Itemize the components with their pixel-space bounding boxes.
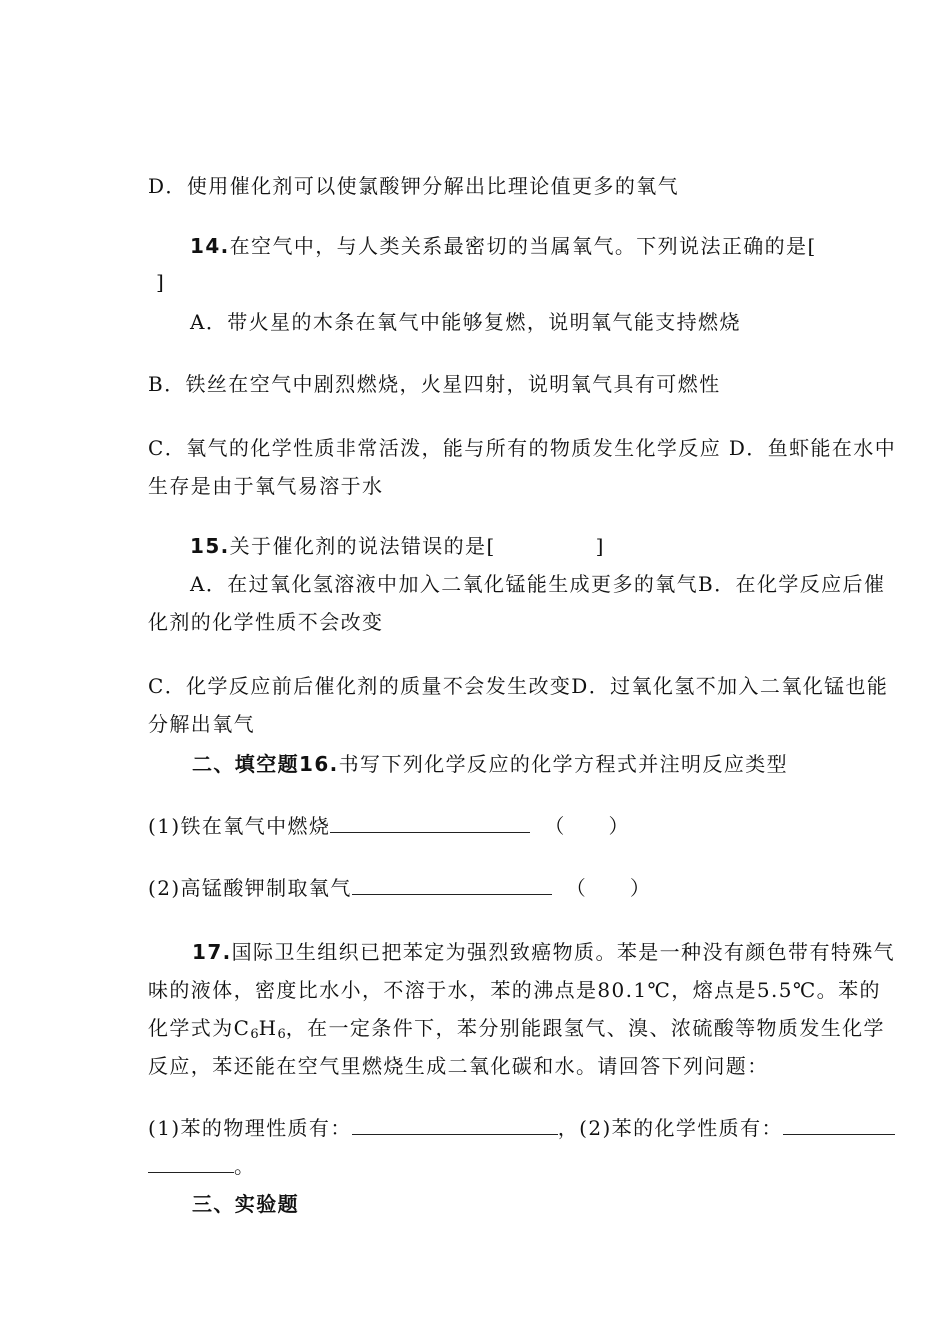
- section-3-heading: 三、实验题: [192, 1192, 299, 1216]
- q13-option-d: D．使用催化剂可以使氯酸钾分解出比理论值更多的氧气: [148, 174, 680, 198]
- q15-options-ab: A．在过氧化氢溶液中加入二氧化锰能生成更多的氧气B．在化学反应后催: [190, 572, 886, 596]
- q16-item-2-blank: [352, 876, 552, 895]
- q14-option-c-cont: 生存是由于氧气易溶于水: [148, 474, 384, 498]
- q15-text: 关于催化剂的说法错误的是[: [229, 534, 496, 558]
- q17-answer-end: 。: [234, 1154, 256, 1178]
- section-2-heading: 二、填空题: [192, 752, 299, 776]
- q14-option-a: A．带火星的木条在氧气中能够复燃，说明氧气能支持燃烧: [190, 310, 741, 334]
- q14-option-c: C．氧气的化学性质非常活泼，能与所有的物质发生化学反应 D．鱼虾能在水中: [148, 436, 897, 460]
- q14-text: 在空气中，与人类关系最密切的当属氧气。下列说法正确的是[: [229, 234, 817, 258]
- q15-options-cd-cont: 分解出氧气: [148, 712, 255, 736]
- q14-number: 14.: [190, 234, 230, 258]
- q15-stem: [190, 532, 605, 560]
- q17-number: 17.: [192, 940, 232, 964]
- q14-bracket-close: ]: [156, 270, 166, 294]
- q16-item-1-text: (1)铁在氧气中燃烧: [148, 814, 331, 838]
- q16-item-1-blank: [330, 814, 530, 833]
- q17-answer-2-blank: [783, 1116, 895, 1135]
- q16-stem: [192, 750, 788, 778]
- q15-number: 15.: [190, 534, 230, 558]
- q17-formula-c-sub: 6: [250, 1027, 259, 1042]
- q16-item-2-paren: （ ）: [565, 876, 652, 900]
- q15-options-cd: C．化学反应前后催化剂的质量不会发生改变D．过氧化氢不加入二氧化锰也能: [148, 674, 889, 698]
- q17-line-1-text: 国际卫生组织已把苯定为强烈致癌物质。苯是一种没有颜色带有特殊气: [231, 940, 896, 964]
- q16-item-1-paren: （ ）: [544, 814, 630, 838]
- q14-stem: [190, 232, 817, 260]
- q16-item-2-text: (2)高锰酸钾制取氧气: [148, 876, 352, 900]
- q16-text: 书写下列化学反应的化学方程式并注明反应类型: [338, 752, 789, 776]
- q14-option-b: B．铁丝在空气中剧烈燃烧，火星四射，说明氧气具有可燃性: [148, 372, 721, 396]
- q17-line-3-text: ，在一定条件下，苯分别能跟氢气、溴、浓硫酸等物质发生化学: [285, 1016, 885, 1040]
- q17-formula-h-sub: 6: [277, 1027, 286, 1042]
- q16-item-1: [148, 812, 630, 840]
- q17-formula-h: H: [258, 1016, 278, 1040]
- q15-bracket-close: ]: [595, 534, 605, 558]
- q17-answer-1-label: (1)苯的物理性质有：: [148, 1116, 352, 1140]
- q17-answers: [148, 1114, 895, 1142]
- q17-answer-2-cont: [148, 1152, 255, 1180]
- q17-line-1: [192, 938, 895, 966]
- q17-answer-2-label: ，(2)苯的化学性质有：: [557, 1116, 783, 1140]
- q17-line-2: 味的液体，密度比水小，不溶于水，苯的沸点是80.1℃，熔点是5.5℃。苯的: [148, 978, 881, 1002]
- q17-formula-c: 化学式为C: [148, 1016, 251, 1040]
- q17-line-4: 反应，苯还能在空气里燃烧生成二氧化碳和水。请回答下列问题：: [148, 1054, 769, 1078]
- q17-line-3: [148, 1014, 885, 1049]
- q16-item-2: [148, 874, 651, 902]
- q17-answer-2-blank-cont: [148, 1154, 234, 1173]
- q15-options-ab-cont: 化剂的化学性质不会改变: [148, 610, 384, 634]
- q16-number: 16.: [299, 752, 339, 776]
- q17-answer-1-blank: [352, 1116, 558, 1135]
